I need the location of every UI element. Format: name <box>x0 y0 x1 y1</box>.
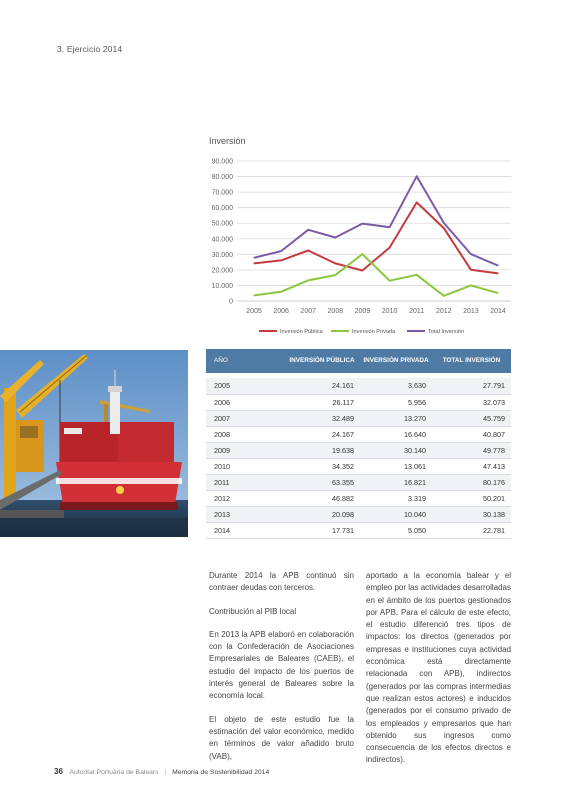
private-cell: 16.640 <box>360 426 432 442</box>
page-footer <box>54 767 269 776</box>
private-cell: 10.040 <box>360 507 432 523</box>
data-point <box>443 295 444 296</box>
text-column-2 <box>366 570 511 778</box>
x-tick-label: 2014 <box>490 308 506 315</box>
public-cell: 24.167 <box>284 426 360 442</box>
data-point <box>335 275 336 276</box>
year-cell: 2011 <box>206 475 284 491</box>
public-cell: 63.355 <box>284 475 360 491</box>
data-point <box>281 291 282 292</box>
x-tick-label: 2006 <box>273 308 289 315</box>
series-line-2 <box>254 176 498 265</box>
table-row <box>206 410 511 426</box>
public-cell: 26.117 <box>284 394 360 410</box>
table-row <box>206 442 511 458</box>
x-tick-label: 2008 <box>327 308 344 315</box>
year-cell: 2008 <box>206 426 284 442</box>
x-tick-label: 2012 <box>435 308 452 315</box>
table-row <box>206 394 511 410</box>
y-tick-label: 20.000 <box>211 267 233 275</box>
year-cell: 2013 <box>206 507 284 523</box>
data-point <box>497 273 498 274</box>
public-cell: 46.882 <box>284 491 360 507</box>
text-column-1 <box>209 570 354 774</box>
series-line-0 <box>254 202 498 273</box>
data-point <box>281 260 282 261</box>
table-row <box>206 475 511 491</box>
data-point <box>416 202 417 203</box>
total-cell: 32.073 <box>432 394 511 410</box>
year-cell: 2010 <box>206 458 284 474</box>
public-cell: 34.352 <box>284 458 360 474</box>
col-header-year: AÑO <box>206 349 284 373</box>
data-point <box>389 227 390 228</box>
total-cell: 50.201 <box>432 491 511 507</box>
private-cell: 3.630 <box>360 378 432 394</box>
x-tick-label: 2005 <box>246 308 262 315</box>
y-tick-label: 30.000 <box>211 251 233 259</box>
y-tick-label: 10.000 <box>211 282 233 290</box>
private-cell: 16.821 <box>360 475 432 491</box>
year-cell: 2012 <box>206 491 284 507</box>
data-point <box>470 285 471 286</box>
private-cell: 5.956 <box>360 394 432 410</box>
data-point <box>253 263 254 264</box>
data-point <box>308 229 309 230</box>
year-cell: 2005 <box>206 378 284 394</box>
paragraph: En 2013 la APB elaboró en colaboración con la Confederación de Asociaciones Empresariales de Baleares (CAEB), el estudio del impacto de los puertos de interés general de Baleares sobre la economía local. <box>209 629 354 701</box>
port-cargo-ship-photo <box>0 350 188 537</box>
table-body <box>206 378 511 539</box>
year-cell: 2014 <box>206 523 284 539</box>
y-tick-label: 90.000 <box>211 158 233 166</box>
total-cell: 27.791 <box>432 378 511 394</box>
private-cell: 13.270 <box>360 410 432 426</box>
x-tick-label: 2010 <box>381 308 398 315</box>
total-cell: 45.759 <box>432 410 511 426</box>
total-cell: 47.413 <box>432 458 511 474</box>
data-point <box>362 254 363 255</box>
page-number: 36 <box>54 767 63 776</box>
data-point <box>335 237 336 238</box>
paragraph: Durante 2014 la APB continuó sin contraer deudas con terceros. <box>209 571 354 593</box>
x-tick-label: 2013 <box>463 308 479 315</box>
data-point <box>443 227 444 228</box>
x-tick-label: 2007 <box>300 308 317 315</box>
publisher-name: Autoritat Portuària de Balears <box>69 769 159 776</box>
legend-label: Total Inversión <box>428 329 465 335</box>
legend-label: Inversión Privada <box>352 329 396 335</box>
data-point <box>470 254 471 255</box>
col-header-total: TOTAL INVERSIÓN <box>432 349 511 373</box>
total-cell: 40.807 <box>432 426 511 442</box>
public-cell: 17.731 <box>284 523 360 539</box>
table-row <box>206 458 511 474</box>
footer-separator: | <box>164 769 167 776</box>
y-tick-label: 50.000 <box>211 220 233 228</box>
investment-line-chart <box>205 150 515 345</box>
paragraph: El objeto de este estudio fue la estimación del valor económico, medido en términos de valor añadido bruto (VAB), <box>209 714 354 761</box>
y-tick-label: 60.000 <box>211 205 233 213</box>
data-point <box>416 176 417 177</box>
private-cell: 30.140 <box>360 442 432 458</box>
legend-label: Inversión Pública <box>280 329 323 335</box>
data-point <box>389 280 390 281</box>
total-cell: 80.176 <box>432 475 511 491</box>
data-point <box>497 293 498 294</box>
total-cell: 30.138 <box>432 507 511 523</box>
chart-title: Inversión <box>209 136 246 146</box>
x-tick-label: 2011 <box>409 308 425 315</box>
private-cell: 5.050 <box>360 523 432 539</box>
year-cell: 2007 <box>206 410 284 426</box>
table-row <box>206 507 511 523</box>
data-point <box>335 263 336 264</box>
data-point <box>308 250 309 251</box>
table-header-row <box>206 349 511 373</box>
private-cell: 3.319 <box>360 491 432 507</box>
public-cell: 24.161 <box>284 378 360 394</box>
section-title: 3. Ejercicio 2014 <box>57 44 123 54</box>
public-cell: 32.489 <box>284 410 360 426</box>
y-tick-label: 80.000 <box>211 174 233 182</box>
total-cell: 49.778 <box>432 442 511 458</box>
x-tick-label: 2009 <box>354 308 371 315</box>
col-header-private: INVERSIÓN PRIVADA <box>360 349 432 373</box>
y-tick-label: 70.000 <box>211 189 233 197</box>
data-point <box>443 222 444 223</box>
data-point <box>281 251 282 252</box>
data-point <box>362 270 363 271</box>
data-point <box>362 223 363 224</box>
data-point <box>253 295 254 296</box>
y-tick-label: 40.000 <box>211 236 233 244</box>
public-cell: 19.638 <box>284 442 360 458</box>
subheading: Contribución al PIB local <box>209 606 297 616</box>
table-row <box>206 523 511 539</box>
data-point <box>253 257 254 258</box>
data-point <box>389 247 390 248</box>
col-header-public: INVERSIÓN PÚBLICA <box>284 349 360 373</box>
table-row <box>206 491 511 507</box>
investment-table <box>206 349 511 539</box>
data-point <box>308 280 309 281</box>
table-row <box>206 426 511 442</box>
private-cell: 13.061 <box>360 458 432 474</box>
year-cell: 2009 <box>206 442 284 458</box>
data-point <box>497 265 498 266</box>
year-cell: 2006 <box>206 394 284 410</box>
data-point <box>470 269 471 270</box>
paragraph: aportado a la economía balear y el empleo por las actividades desarrolladas en el ámbito de los puertos gestionados por APB. Para el cálculo de este efecto, el estudio diferenció tres tipos de impactos: los directos (generados por empresas e instituciones cuya actividad económica está directamente relacionada con APB), indirectos (generados por las compras intermedias que realizan estos actores) e inducidos (generados por el consumo privado de los empleados y empresarios que han obtenido sus ingresos como consecuencia de los efectos directos e indirectos). <box>366 571 511 765</box>
public-cell: 20.098 <box>284 507 360 523</box>
y-tick-label: 0 <box>229 298 233 306</box>
table-row <box>206 378 511 394</box>
document-title: Memoria de Sostenibilidad 2014 <box>172 769 270 776</box>
total-cell: 22.781 <box>432 523 511 539</box>
data-point <box>416 274 417 275</box>
